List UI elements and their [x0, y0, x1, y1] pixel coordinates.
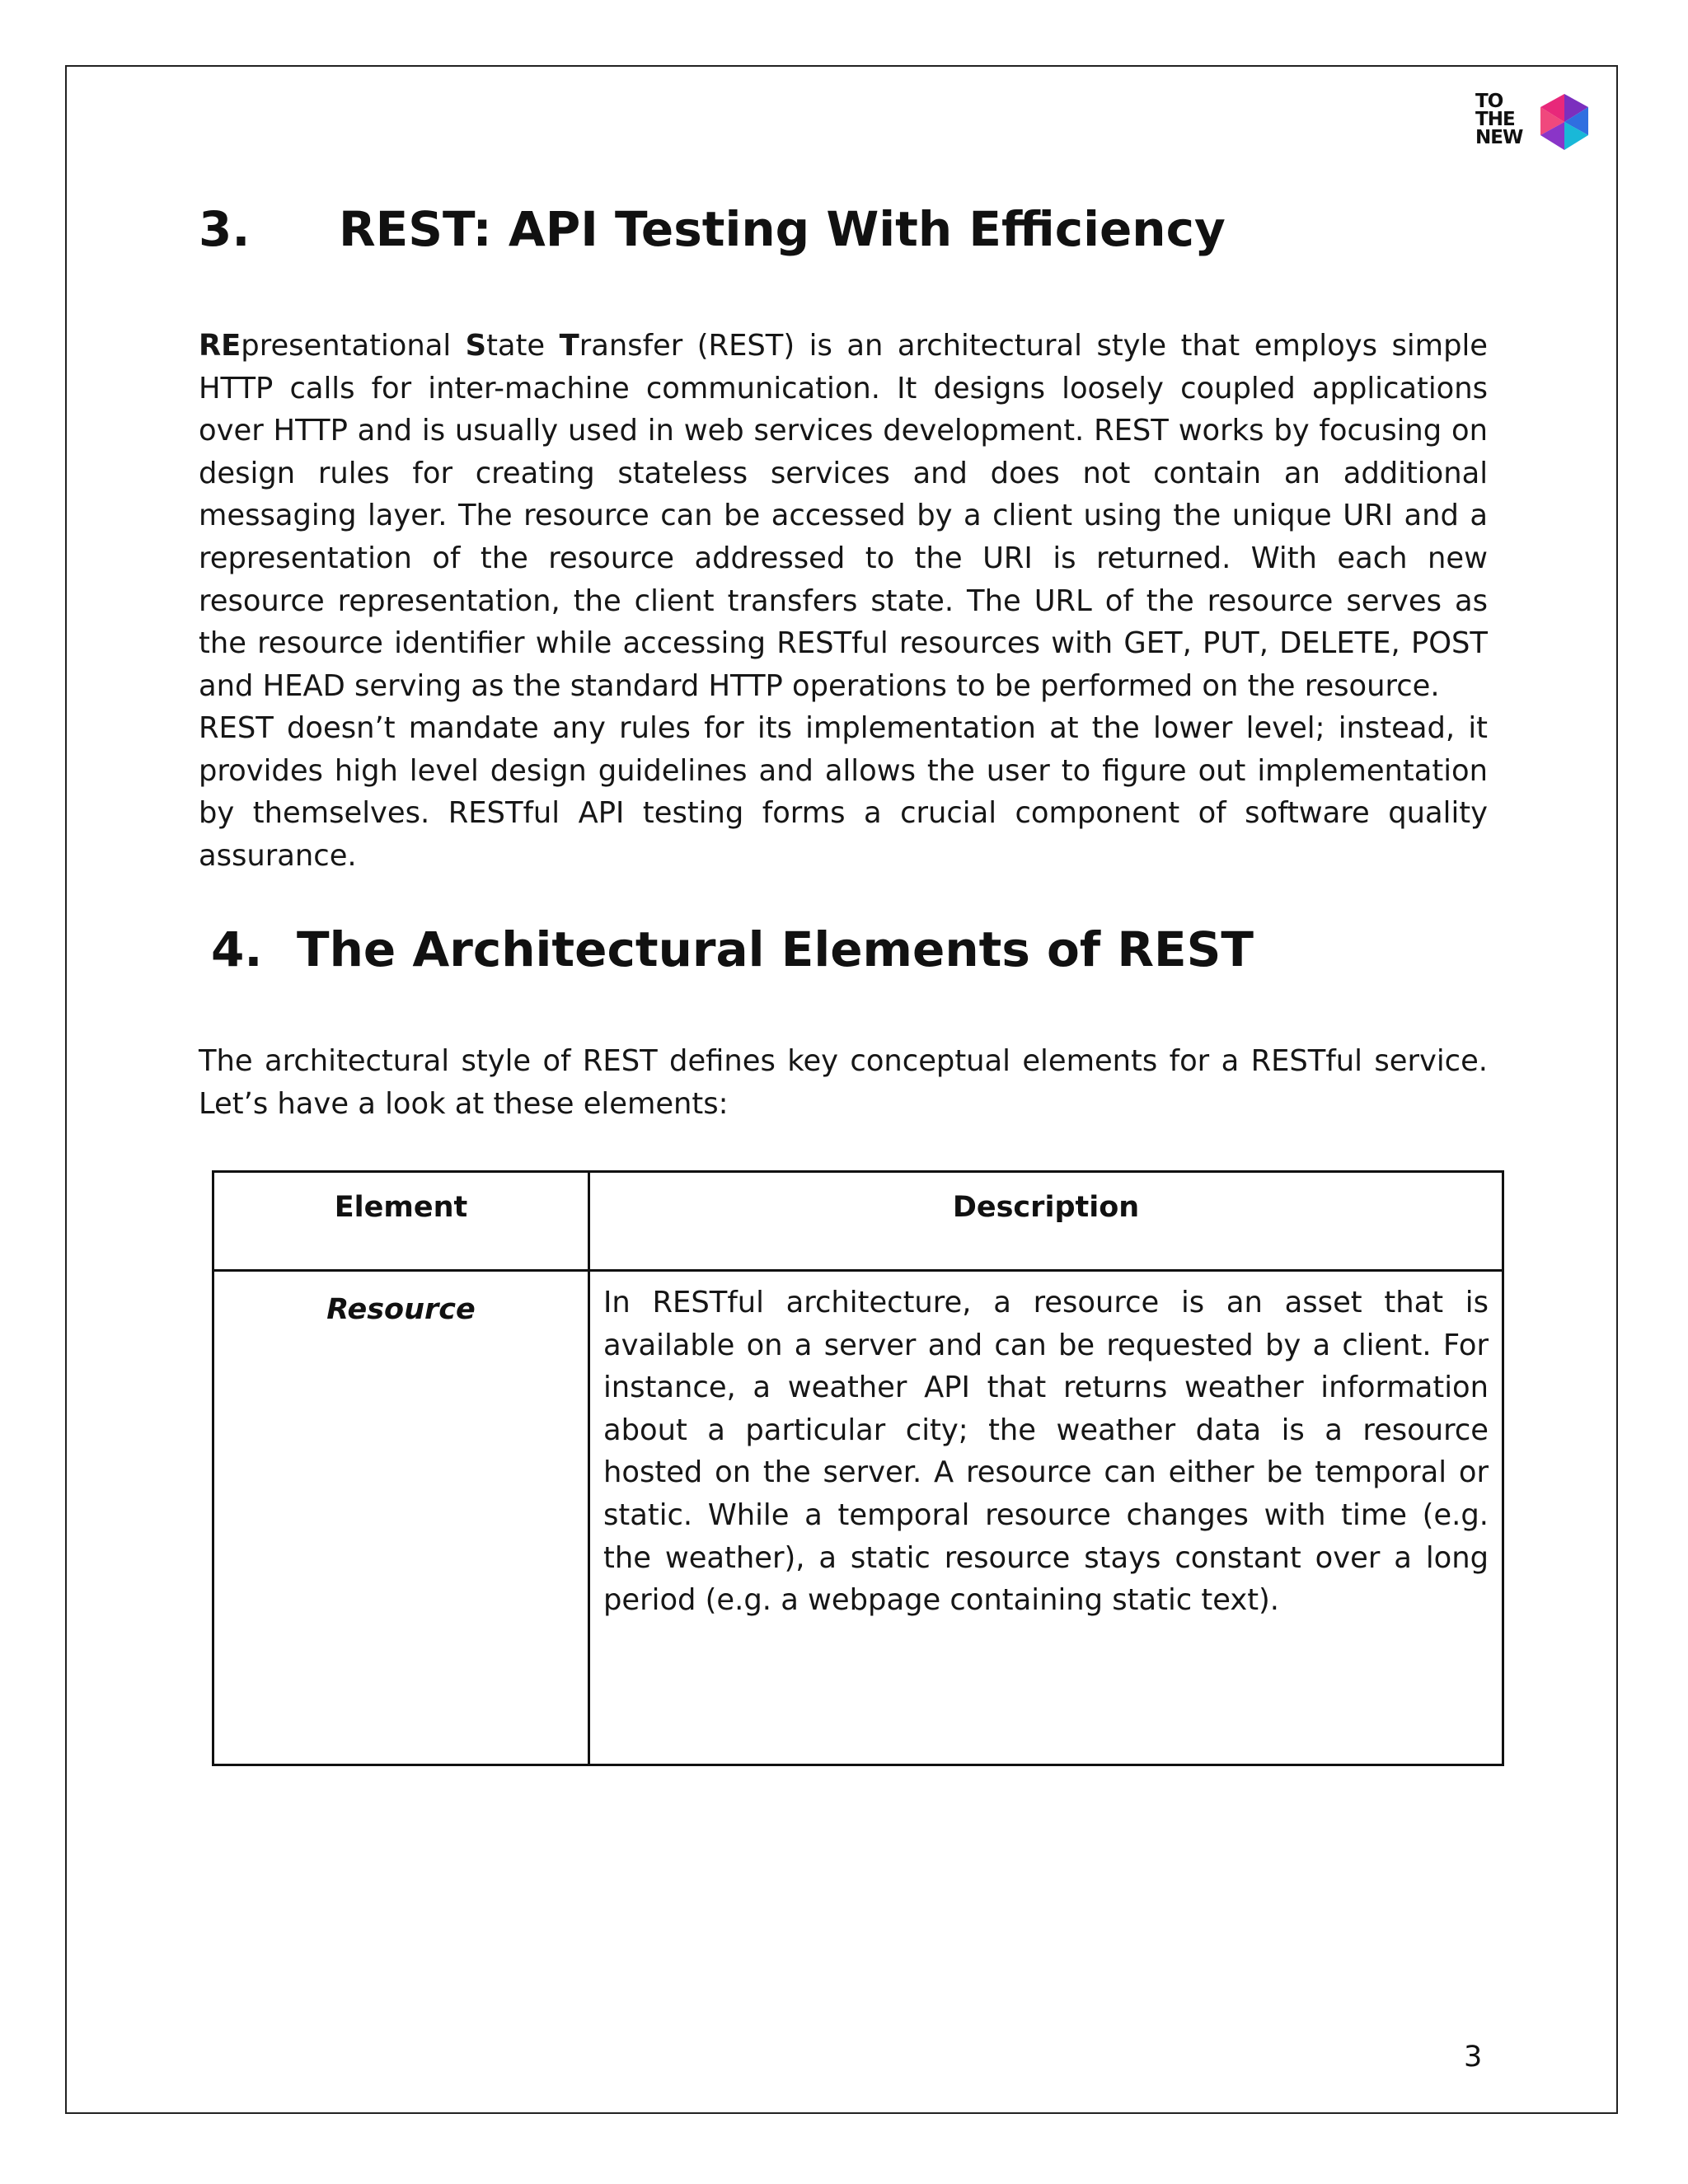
acronym-re: RE: [199, 329, 241, 363]
header-description-label: Description: [952, 1191, 1140, 1224]
page-number: 3: [1464, 2041, 1483, 2074]
section-4-number: 4.: [211, 921, 263, 977]
header-description: [589, 1172, 1503, 1271]
rest-guidelines-paragraph: REST doesn’t mandate any rules for its implementation at the lower level; instead, it provides high level design guidelines and allows the user to figure out implementation by themselves. RESTful API testing forms a crucial component of software quality assurance.: [199, 711, 1488, 873]
elements-intro-paragraph: The architectural style of REST defines key conceptual elements for a RESTful service. Let’s have a look at these elements:: [199, 1044, 1488, 1121]
element-description: In RESTful architecture, a resource is an asset that is available on a server and can be requested by a client. For instance, a weather API that returns weather information about a particular city; the weather data is a resource hosted on the server. A resource can either be temporal or static. While a temporal resource changes with time (e.g. the weather), a static resource stays constant over a long period (e.g. a webpage containing static text).: [603, 1286, 1489, 1618]
rest-elements-table: [212, 1170, 1504, 1766]
to-the-new-logo: [1475, 92, 1599, 155]
cell-element: [213, 1271, 589, 1765]
logo-line-1: TO: [1475, 91, 1503, 112]
section-4-heading: [211, 921, 1254, 978]
section-3-heading: [199, 200, 1226, 258]
header-element-label: Element: [334, 1191, 468, 1224]
intro-text-2: tate: [486, 329, 560, 363]
rest-definition-paragraph: [199, 325, 1488, 707]
element-name: Resource: [326, 1293, 476, 1326]
logo-line-2: THE: [1475, 109, 1515, 130]
logo-wordmark: [1475, 92, 1522, 147]
table-header-row: [213, 1172, 1503, 1271]
section-3-number: 3.: [199, 201, 251, 257]
acronym-t: T: [559, 329, 579, 363]
logo-line-3: NEW: [1475, 127, 1523, 148]
header-element: [213, 1172, 589, 1271]
intro-text-1: presentational: [241, 329, 466, 363]
table-row: [213, 1271, 1503, 1765]
cell-description: [589, 1271, 1503, 1765]
acronym-s: S: [465, 329, 487, 363]
intro-text-3: ransfer (REST) is an architectural style that employs simple HTTP calls for inter-machine communication. It designs loosely coupled applications over HTTP and is usually used in web services development. REST works by focusing on design rules for creating stateless services and does not contain an additional messaging layer. The resource can be accessed by a client using the unique URI and a representation of the resource addressed to the URI is returned. With each new resource representation, the client transfers state. The URL of the resource serves as the resource identifier while accessing RESTful resources with GET, PUT, DELETE, POST and HEAD serving as the standard HTTP operations to be performed on the resource.: [199, 329, 1488, 703]
section-4-title: The Architectural Elements of REST: [297, 921, 1254, 977]
section-3-title: REST: API Testing With Efficiency: [339, 201, 1226, 257]
logo-gem-icon: [1537, 92, 1592, 152]
